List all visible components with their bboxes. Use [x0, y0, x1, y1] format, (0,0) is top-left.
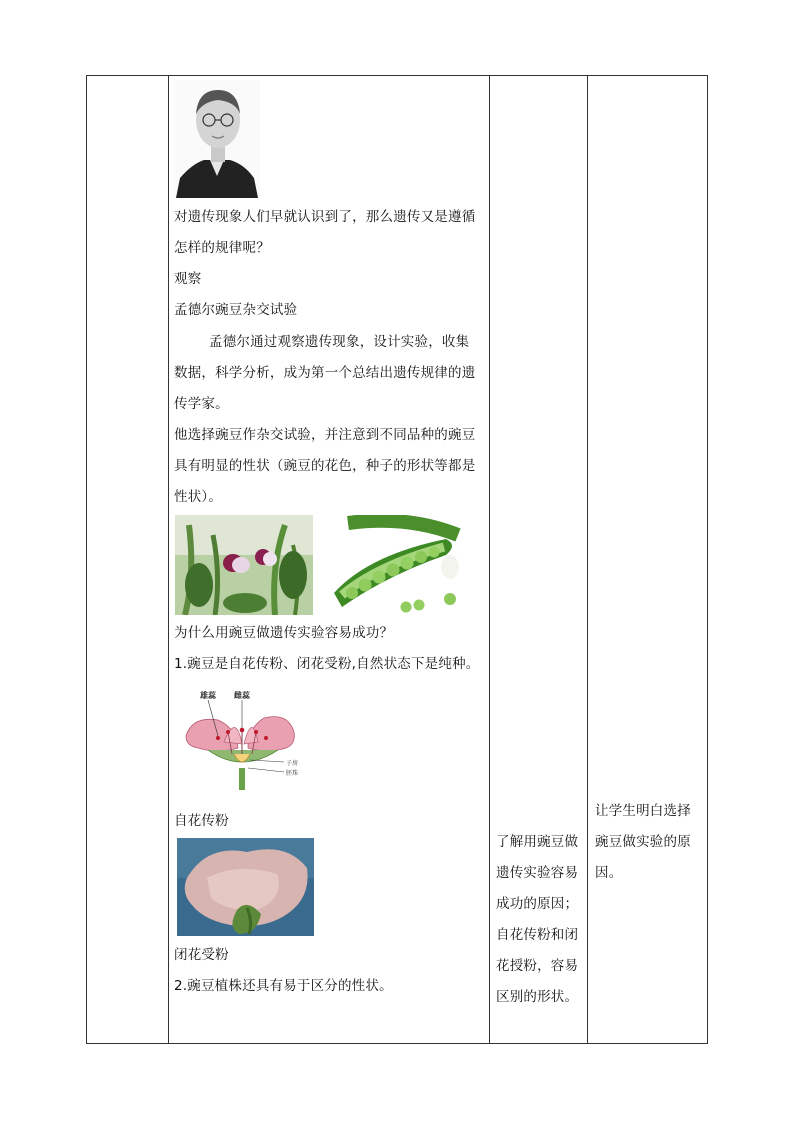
design-intent-line2: 豌豆做实验的原 [595, 834, 691, 850]
diagram-label-ovary: 子房 [286, 760, 299, 767]
table-col-divider-2 [489, 75, 490, 1044]
self-pollination-label: 自花传粉 [174, 813, 229, 829]
student-activity-line1: 了解用豌豆做 [496, 834, 579, 850]
closed-flower-photo [177, 838, 314, 936]
paragraph-2-line3: 性状）。 [174, 489, 223, 505]
question-intro-line1: 对遗传现象人们早就认识到了，那么遗传又是遵循 [174, 209, 476, 225]
student-activity-line5: 花授粉，容易 [496, 958, 579, 974]
design-intent-line1: 让学生明白选择 [595, 803, 691, 819]
student-activity-line4: 自花传粉和闭 [496, 927, 579, 943]
design-intent-line3: 因。 [595, 865, 623, 881]
reason-1: 1.豌豆是自花传粉、闭花受粉,自然状态下是纯种。 [174, 656, 480, 672]
mendel-portrait-image [174, 80, 260, 198]
question-intro-line2: 怎样的规律呢？ [174, 240, 270, 256]
paragraph-1-line3: 传学家。 [174, 396, 229, 412]
student-activity-line3: 成功的原因； [496, 896, 579, 912]
table-bottom-border [86, 1043, 708, 1044]
diagram-label-receptacle: 胚珠 [286, 770, 299, 777]
diagram-label-pistil: 雌蕊 [234, 691, 250, 700]
diagram-label-stamen: 雄蕊 [200, 691, 216, 700]
table-top-border [86, 75, 708, 76]
experiment-title: 孟德尔豌豆杂交试验 [174, 302, 298, 318]
why-question: 为什么用豌豆做遗传实验容易成功？ [174, 625, 394, 641]
paragraph-1-line1: 孟德尔通过观察遗传现象，设计实验，收集 [209, 334, 470, 350]
student-activity-line2: 遗传实验容易 [496, 865, 579, 881]
table-right-border [707, 75, 708, 1044]
reason-2: 2.豌豆植株还具有易于区分的性状。 [174, 978, 393, 994]
table-left-border [86, 75, 87, 1044]
table-col-divider-1 [168, 75, 169, 1044]
pea-flower-photo [175, 515, 313, 615]
closed-pollination-label: 闭花受粉 [174, 947, 229, 963]
paragraph-2-line2: 具有明显的性状（豌豆的花色，种子的形状等都是 [174, 458, 476, 474]
table-col-divider-3 [587, 75, 588, 1044]
student-activity-line6: 区别的形状。 [496, 989, 579, 1005]
pea-flower-anatomy-diagram [178, 688, 328, 796]
paragraph-1-line2: 数据，科学分析，成为第一个总结出遗传规律的遗 [174, 365, 476, 381]
pea-pod-photo [328, 515, 467, 615]
observe-label: 观察 [174, 271, 202, 287]
paragraph-2-line1: 他选择豌豆作杂交试验，并注意到不同品种的豌豆 [174, 427, 476, 443]
